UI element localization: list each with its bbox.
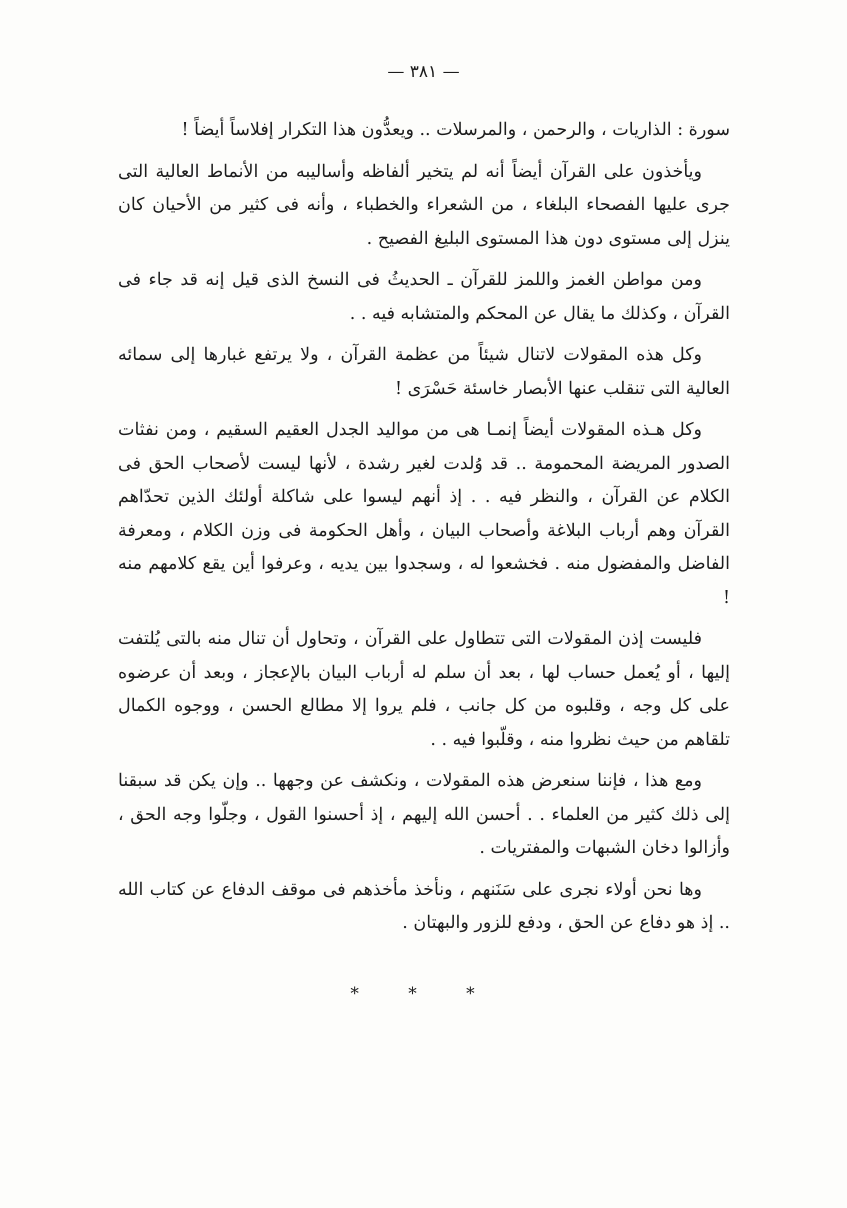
paragraph-3: ومن مواطن الغمز واللمز للقرآن ـ الحديثُ فى النسخ الذى قيل إنه قد جاء فى القرآن ، وكذلك ما يقال عن المحكم والمتشابه فيه . .: [118, 270, 730, 324]
paragraph-5: وكل هـذه المقولات أيضاً إنمـا هى من مواليد الجدل العقيم السقيم ، ومن نفثات الصدور المريضة المحمومة .. قد وُلدت لغير رشدة ، لأنها ليست لأصحاب الحق فى الكلام عن القرآن ، والنظر فيه . . إذ أنهم ليسوا على شاكلة أولئك الذين تحدّاهم القرآن وهم أرباب البلاغة وأصحاب البيان ، وأهل الحكومة فى وزن الكلام ، ومعرفة الفاضل والمفضول منه . فخشعوا له ، وسجدوا بين يديه ، وعرفوا أين يقع كلامهم منه !: [118, 420, 730, 608]
paragraph-2: ويأخذون على القرآن أيضاً أنه لم يتخير ألفاظه وأساليبه من الأنماط العالية التى جرى عليها الفصحاء البلغاء ، من الشعراء والخطباء ، وأنه فى كثير من الأحيان كان ينزل إلى مستوى دون هذا المستوى البليغ الفصيح .: [118, 161, 730, 249]
paragraph-4: وكل هذه المقولات لاتنال شيئاً من عظمة القرآن ، ولا يرتفع غبارها إلى سمائه العالية التى تنقلب عنها الأبصار خاسئة حَسْرَى !: [118, 345, 730, 399]
paragraph-1: سورة : الذاريات ، والرحمن ، والمرسلات .. ويعدُّون هذا التكرار إفلاساً أيضاً !: [181, 120, 730, 140]
paragraph-7: ومع هذا ، فإننا سنعرض هذه المقولات ، ونكشف عن وجهها .. وإن يكن قد سبقنا إلى ذلك كثير من العلماء . . أحسن الله إليهم ، إذ أحسنوا القول ، وجلّوا وجه الحق ، وأزالوا دخان الشبهات والمفتريات .: [118, 771, 730, 858]
paragraph-8: وها نحن أولاء نجرى على سَنَنهم ، ونأخذ مأخذهم فى موقف الدفاع عن كتاب الله .. إذ هو دفاع عن الحق ، ودفع للزور والبهتان .: [118, 879, 730, 933]
paragraph-6: فليست إذن المقولات التى تتطاول على القرآن ، وتحاول أن تنال منه بالتى يُلتفت إليها ، أو يُعمل حساب لها ، بعد أن سلم له أرباب البيان بالإعجاز ، وبعد أن عرضوه على كل وجه ، وقلبوه من كل جانب ، فلم يروا إلا مطالع الحسن ، ووجوه الكمال تلقاهم من حيث نظروا منه ، وقلّبوا فيه . .: [118, 629, 730, 750]
body-text: [118, 114, 730, 941]
page-number: — ٣٨١ —: [387, 62, 460, 82]
section-separator: * * *: [350, 984, 497, 1004]
